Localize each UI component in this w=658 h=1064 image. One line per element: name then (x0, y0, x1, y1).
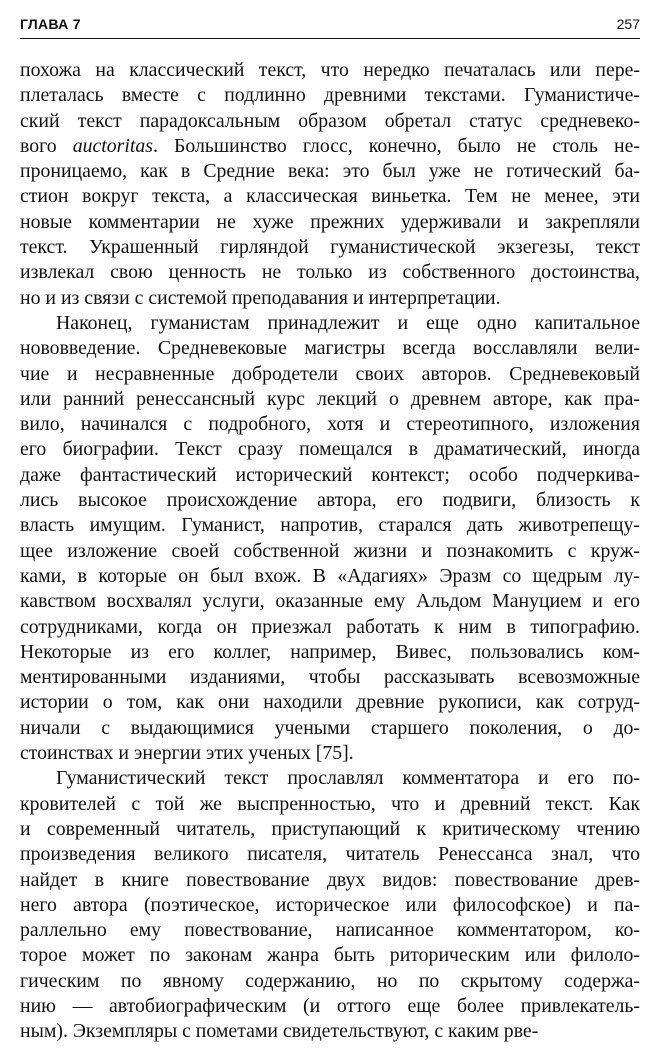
text-line: истории о том, как они находили древние рукописи, как сотруд- (20, 691, 640, 714)
text-line: власть имущим. Гуманист, напротив, старался дать животрепещу- (20, 514, 640, 537)
text-line: кровителей с той же выспренностью, что и древний текст. Как (20, 792, 640, 815)
chapter-title: ГЛАВА 7 (20, 16, 81, 32)
paragraph (20, 58, 640, 311)
text-line: произведения великого писателя, читатель Ренессанса знал, что (20, 843, 640, 866)
text-line: его биографии. Текст сразу помещался в драматический, иногда (20, 438, 640, 461)
text-line: плеталась вместе с подлинно древними текстами. Гуманистиче- (20, 84, 640, 107)
running-header (20, 14, 640, 39)
text-line: Наконец, гуманистам принадлежит и еще одно капитальное (56, 311, 640, 334)
text-line: и современный читатель, приступающий к критическому чтению (20, 817, 640, 840)
text-line: ничали с выдающимися учеными старшего поколения, о до- (20, 716, 640, 739)
text-line: гическим по явному содержанию, но по скрытому содержа- (20, 969, 640, 992)
latin-term: auctoritas (72, 134, 153, 157)
text-line: кавством восхвалял услуги, оказанные ему Альдом Мануцием и его (20, 590, 640, 613)
text-line: ным). Экземпляры с пометами свидетельствуют, с каким рве- (20, 1020, 539, 1043)
text-line: сотрудниками, когда он приезжал работать к ним в типографию. (20, 615, 640, 638)
text-line: торое может по законам жанра быть риторическим или филоло- (20, 944, 640, 967)
paragraph (20, 766, 640, 1044)
text-line: стоинствах и энергии этих ученых [75]. (20, 742, 354, 765)
page-number: 257 (616, 16, 640, 32)
text-line: чие и несравненные добродетели своих авторов. Средневековый (20, 362, 640, 385)
text-line: ками, в которые он был вхож. В «Адагиях» Эразм со щедрым лу- (20, 564, 640, 587)
text-line: Некоторые из его коллег, например, Вивес, пользовались ком- (20, 640, 640, 663)
text-line: щее изложение своей собственной жизни и познакомить с круж- (20, 539, 640, 562)
text-line: вило, начинался с подробного, хотя и стереотипного, изложения (20, 413, 640, 436)
text-line: вого auctoritas. Большинство глосс, конечно, было не столь не- (20, 134, 640, 157)
text-line: нововведение. Средневековые магистры всегда восславляли вели- (20, 337, 640, 360)
text-line: новые комментарии не хуже прежних удерживали и закрепляли (20, 210, 640, 233)
text-line: найдет в книге повествование двух видов: повествование древ- (20, 868, 640, 891)
text-line: но и из связи с системой преподавания и интерпретации. (20, 286, 501, 309)
text-line: Гуманистический текст прославлял комментатора и его по- (56, 767, 640, 790)
text-line: даже фантастический исторический контекст; особо подчеркива- (20, 463, 640, 486)
text-line: или ранний ренессансный курс лекций о древнем авторе, как пра- (20, 387, 640, 410)
text-line: проницаемо, как в Средние века: это был уже не готический ба- (20, 160, 640, 183)
text-line: лись высокое происхождение автора, его подвиги, близость к (20, 489, 640, 512)
text-line: раллельно ему повествование, написанное комментатором, ко- (20, 919, 640, 942)
text-line: похожа на классический текст, что нередко печаталась или пере- (20, 59, 640, 81)
text-line: текст. Украшенный гирляндой гуманистической экзегезы, текст (20, 236, 640, 259)
text-line: стион вокруг текста, а классическая виньетка. Тем не менее, эти (20, 185, 640, 208)
text-line: него автора (поэтическое, историческое или философское) и па- (20, 893, 640, 916)
text-line: нию — автобиографическим (и оттого еще более привлекатель- (20, 994, 640, 1017)
paragraph (20, 311, 640, 766)
text-line: ментированными изданиями, чтобы рассказывать всевозможные (20, 666, 640, 689)
text-line: извлекал свою ценность не только из собственного достоинства, (20, 261, 640, 284)
body-text (20, 58, 640, 1045)
text-line: ский текст парадоксальным образом обретал статус средневеко- (20, 109, 640, 132)
